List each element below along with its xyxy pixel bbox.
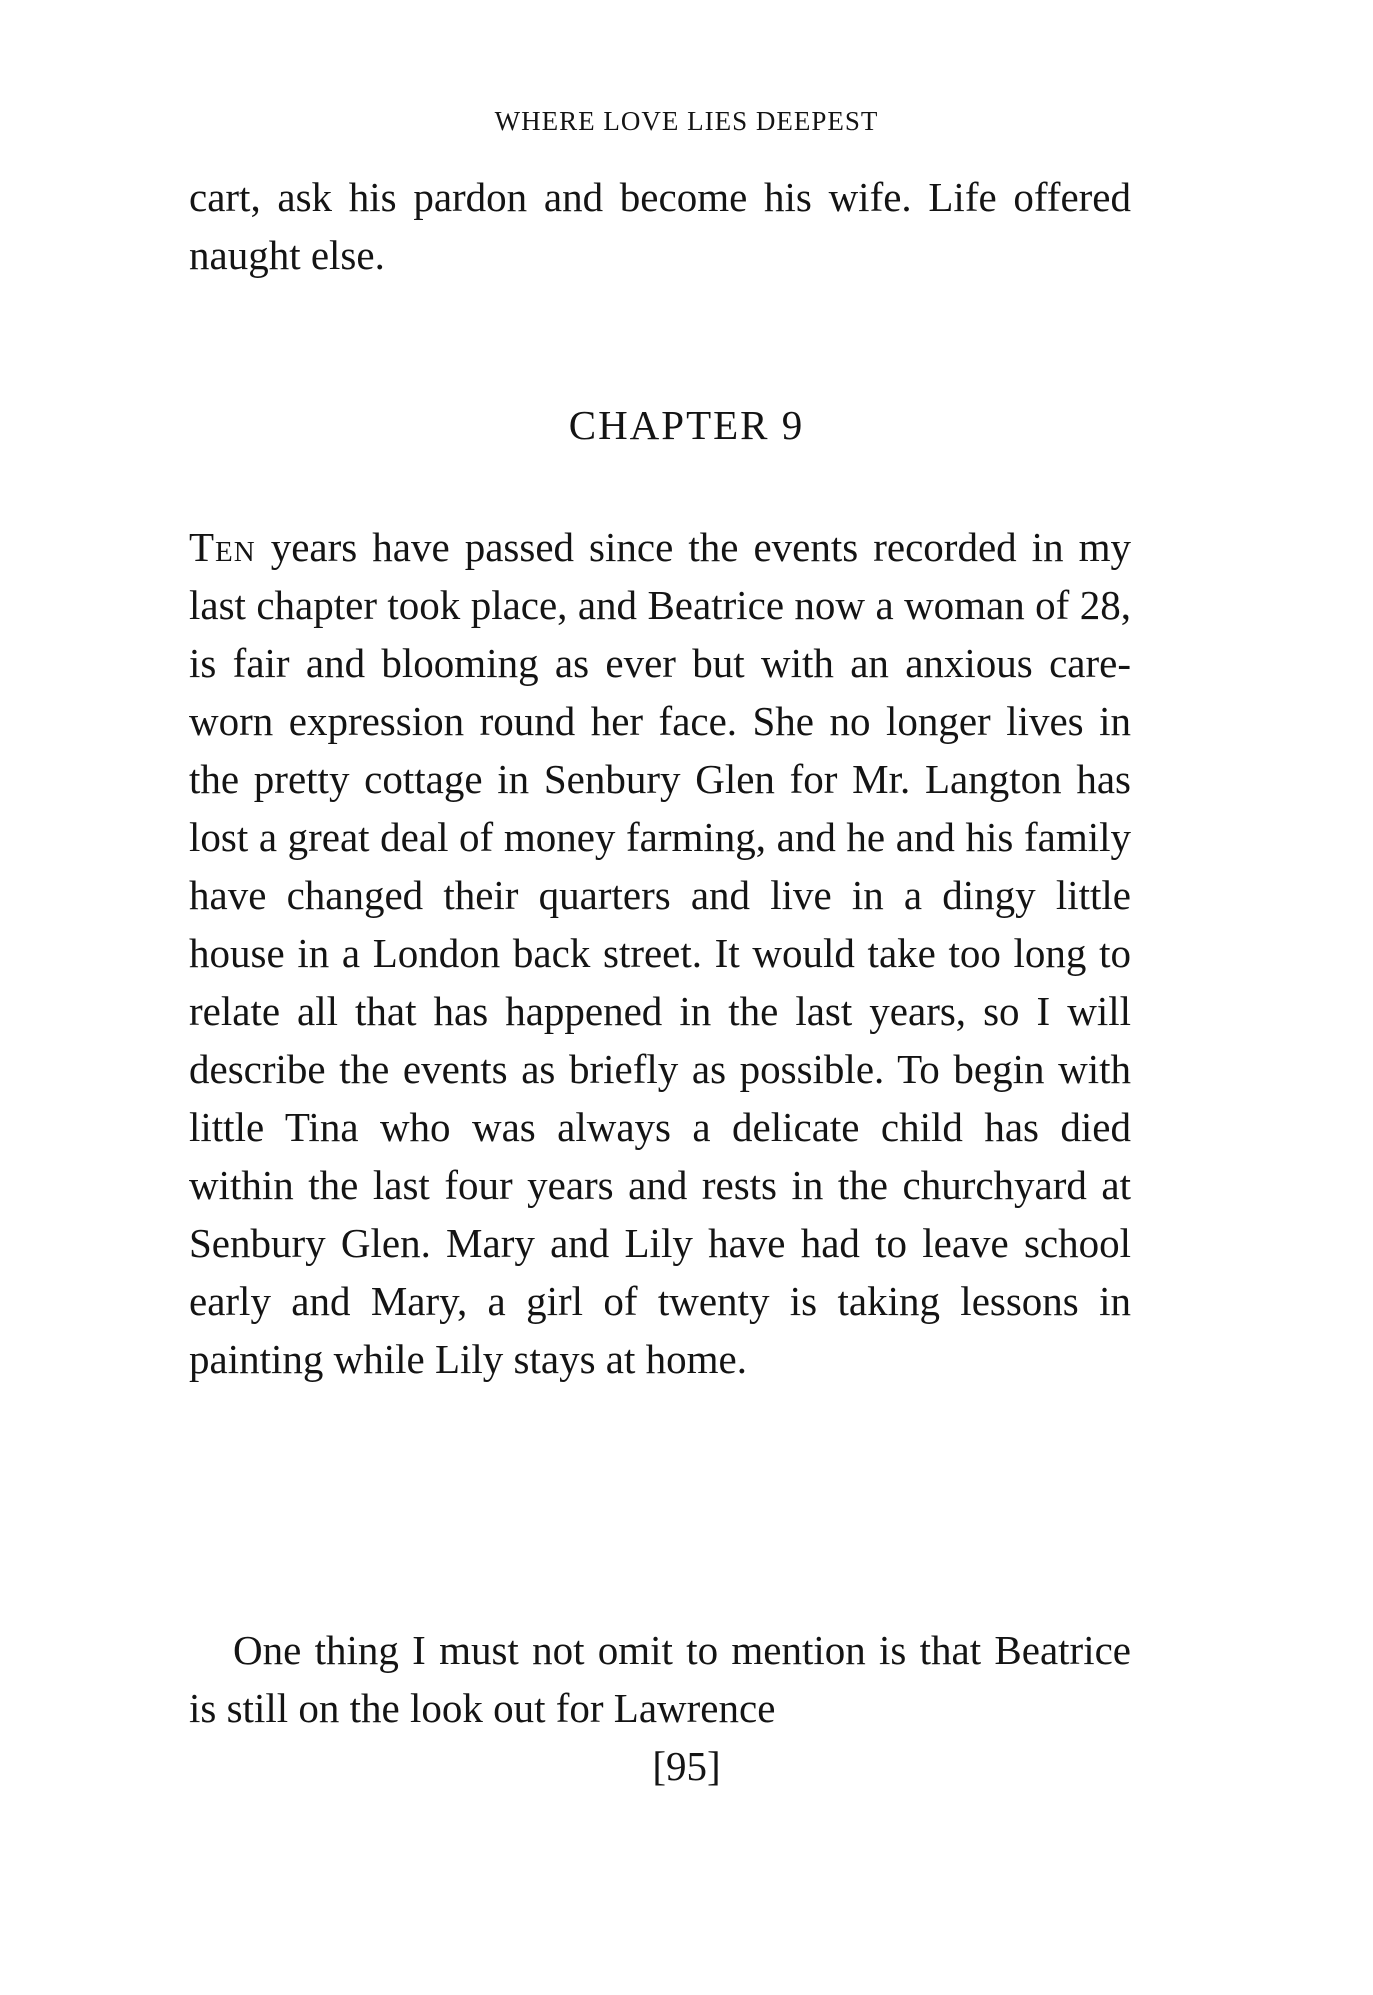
- continuation-paragraph: cart, ask his pardon and become his wife. Life offered naught else.: [189, 174, 1131, 278]
- chapter-paragraph-2: One thing I must not omit to mention is that Beatrice is still on the look out for Lawrence: [189, 1627, 1131, 1731]
- running-head: WHERE LOVE LIES DEEPEST: [494, 106, 879, 136]
- chapter-paragraph-1-text: years have passed since the events recorded in my last chapter took place, and Beatrice now a woman of 28, is fair and blooming as ever but with an anxious care-worn expression round her face. She no longer lives in the pretty cottage in Senbury Glen for Mr. Langton has lost a great deal of money farming, and he and his family have changed their quarters and live in a dingy little house in a London back street. It would take too long to relate all that has happened in the last years, so I will describe the events as briefly as possible. To begin with little Tina who was always a delicate child has died within the last four years and rests in the churchyard at Senbury Glen. Mary and Lily have had to leave school early and Mary, a girl of twenty is taking lessons in painting while Lily stays at home.: [189, 524, 1131, 1382]
- page-number: [95]: [652, 1743, 721, 1789]
- chapter-paragraph-1: [189, 518, 1131, 1388]
- chapter-lead-word: Ten: [189, 524, 256, 570]
- chapter-heading: CHAPTER 9: [568, 402, 805, 448]
